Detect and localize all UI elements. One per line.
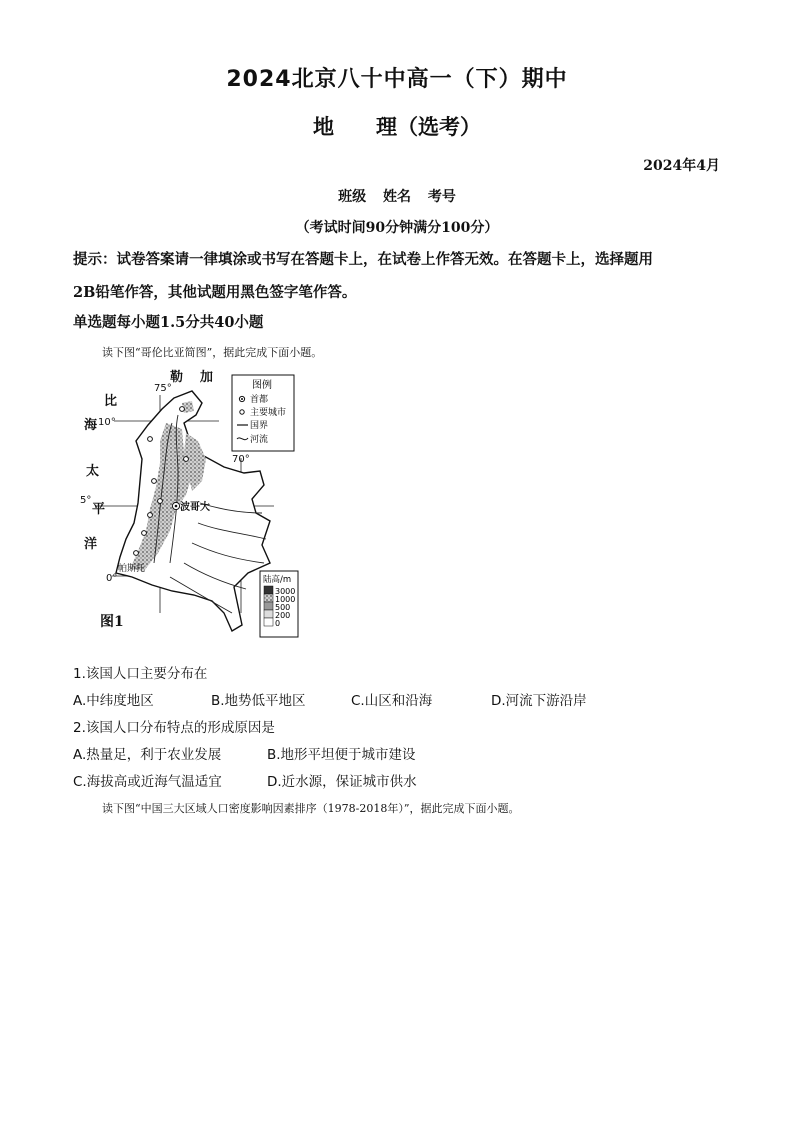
q2-option-d: D.近水源，保证城市供水 <box>267 774 417 790</box>
subject-title <box>0 111 794 141</box>
city-marker <box>134 551 139 556</box>
label-sea-jia: 加 <box>200 370 214 385</box>
student-info-line <box>0 186 794 206</box>
elevation-1000: 1000 <box>275 595 296 604</box>
legend-title: 图例 <box>252 380 272 391</box>
q2-option-c: C.海拔高或近海气温适宜 <box>73 774 222 790</box>
label-capital: 波哥大 <box>180 502 210 513</box>
legend-city: 主要城市 <box>250 408 287 418</box>
legend-capital: 首都 <box>250 395 269 405</box>
exam-time: （考试时间90分钟满分100分） <box>295 220 499 236</box>
name-label: 姓名 <box>383 189 411 205</box>
elevation-0: 0 <box>275 619 281 628</box>
city-marker <box>142 531 147 536</box>
label-lon75: 75° <box>154 383 172 394</box>
intro-text-2: 读下图“中国三大区域人口密度影响因素排序（1978-2018年）”，据此完成下面小题。 <box>102 802 520 815</box>
q1-option-d: D.河流下游沿岸 <box>491 693 587 709</box>
elevation-legend <box>260 571 298 637</box>
label-ocean-tai: 太 <box>86 464 100 479</box>
q2-option-a: A.热量足，利于农业发展 <box>73 747 222 763</box>
question-1-stem: 1.该国人口主要分布在 <box>73 666 208 682</box>
city-marker <box>152 479 157 484</box>
city-marker <box>180 407 185 412</box>
elevation-200: 200 <box>275 611 291 620</box>
city-marker <box>158 499 163 504</box>
label-sea-le: 勒 <box>170 370 184 385</box>
subject-right: 理（选考） <box>376 115 481 139</box>
city-marker <box>148 513 153 518</box>
elevation-500: 500 <box>275 603 291 612</box>
label-city-sw: 帕斯托 <box>118 564 146 574</box>
colombia-map <box>74 363 300 643</box>
notice-line-1: 提示：试卷答案请一律填涂或书写在答题卡上，在试卷上作答无效。在答题卡上，选择题用 <box>73 251 653 268</box>
exam-date: 2024年4月 <box>643 158 720 174</box>
city-marker <box>148 437 153 442</box>
map-legend <box>232 375 294 451</box>
notice-line-2: 2B铅笔作答，其他试题用黑色签字笔作答。 <box>73 284 357 301</box>
section-heading: 单选题每小题1.5分共40小题 <box>73 314 264 331</box>
label-lat0: 0° <box>106 573 118 584</box>
elevation-3000: 3000 <box>275 587 296 596</box>
q1-option-a: A.中纬度地区 <box>73 693 154 709</box>
legend-border: 国界 <box>250 421 269 431</box>
question-2-stem: 2.该国人口分布特点的形成原因是 <box>73 720 275 736</box>
label-ocean-ping: 平 <box>92 502 106 517</box>
subject-left: 地 <box>313 115 334 139</box>
legend-river: 河流 <box>250 435 269 445</box>
q1-option-b: B.地势低平地区 <box>211 693 306 709</box>
q2-option-b: B.地形平坦便于城市建设 <box>267 747 416 763</box>
elevation-title: 陆高/m <box>263 575 292 585</box>
exam-title: 2024北京八十中高一（下）期中 <box>226 67 568 92</box>
intro-text-1: 读下图“哥伦比亚简图”，据此完成下面小题。 <box>102 346 323 359</box>
map-caption: 图1 <box>100 614 124 630</box>
label-lat5: 5° <box>80 495 92 506</box>
label-lat10: 10° <box>98 417 116 428</box>
class-label: 班级 <box>338 189 367 205</box>
label-lon70: 70° <box>232 454 250 465</box>
capital-marker <box>172 502 179 509</box>
q1-option-c: C.山区和沿海 <box>351 693 433 709</box>
id-label: 考号 <box>427 189 456 205</box>
label-ocean-yang: 洋 <box>84 537 98 552</box>
label-sea-hai: 海 <box>84 418 98 433</box>
city-marker <box>184 457 189 462</box>
label-sea-bi: 比 <box>104 394 118 409</box>
